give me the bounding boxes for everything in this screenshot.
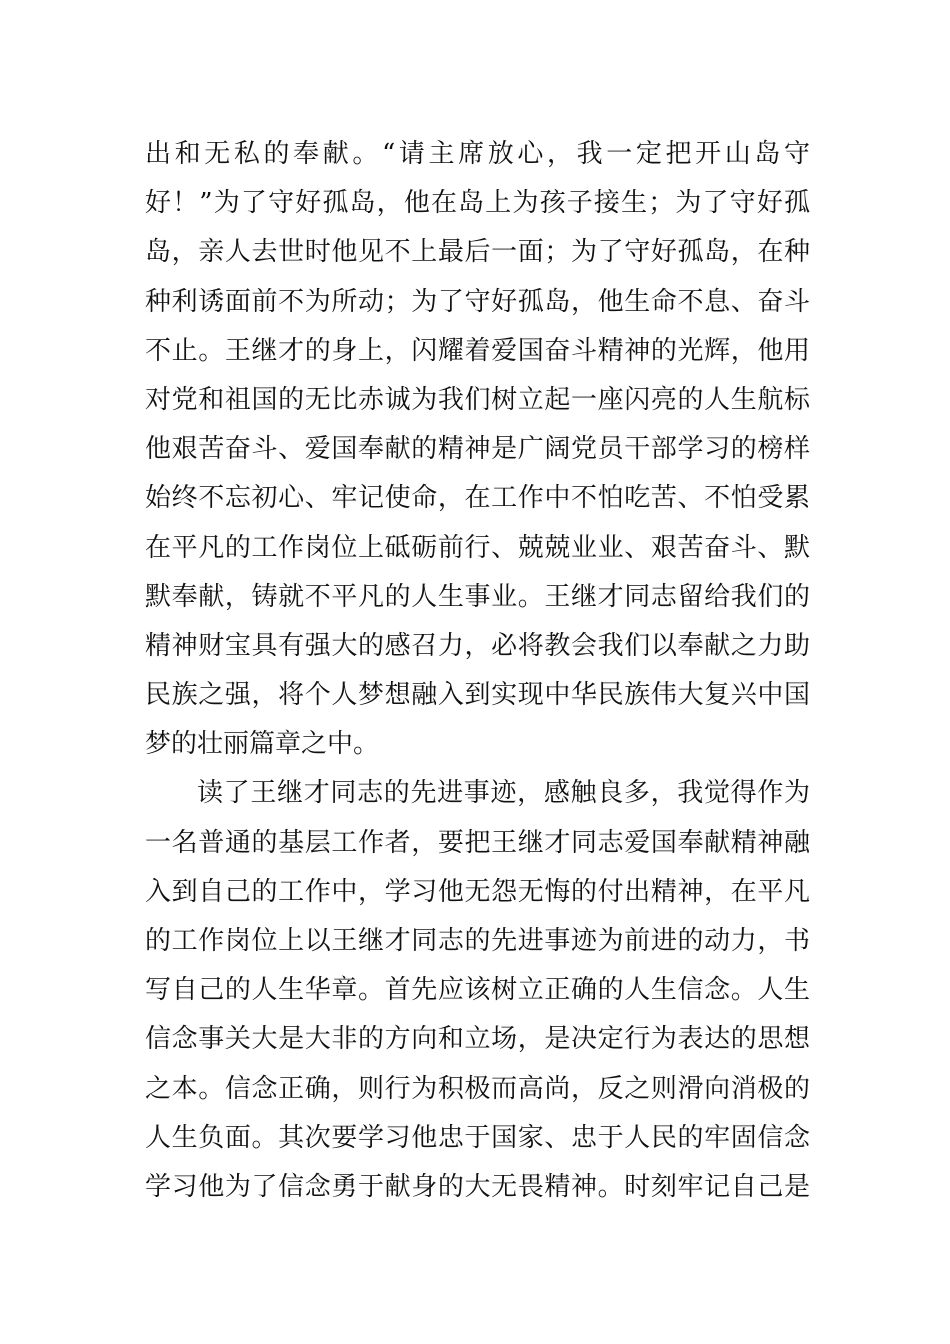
text-line-22: 学习他为了信念勇于献身的大无畏精神。时刻牢记自己是 xyxy=(145,1171,810,1202)
text-line-5: 不止。王继才的身上，闪耀着爱国奋斗精神的光辉，他用 xyxy=(145,335,810,366)
text-line-14: 读了王继才同志的先进事迹，感触良多，我觉得作为 xyxy=(197,778,810,809)
text-line-10: 默奉献，铸就不平凡的人生事业。王继才同志留给我们的 xyxy=(145,581,810,612)
text-line-11: 精神财宝具有强大的感召力，必将教会我们以奉献之力助 xyxy=(145,630,810,661)
text-line-13: 梦的壮丽篇章之中。 xyxy=(145,729,380,760)
text-line-9: 在平凡的工作岗位上砥砺前行、兢兢业业、艰苦奋斗、默 xyxy=(145,532,810,563)
text-line-6: 对党和祖国的无比赤诚为我们树立起一座闪亮的人生航标 xyxy=(145,384,810,415)
text-line-16: 入到自己的工作中，学习他无怨无悔的付出精神，在平凡 xyxy=(145,876,810,907)
text-line-4: 种利诱面前不为所动；为了守好孤岛，他生命不息、奋斗 xyxy=(145,286,810,317)
text-line-3: 岛，亲人去世时他见不上最后一面；为了守好孤岛，在种 xyxy=(145,237,810,268)
text-line-12: 民族之强，将个人梦想融入到实现中华民族伟大复兴中国 xyxy=(145,680,810,711)
text-line-1: 出和无私的奉献。“请主席放心，我一定把开山岛守 xyxy=(145,139,810,169)
text-line-20: 之本。信念正确，则行为积极而高尚，反之则滑向消极的 xyxy=(145,1073,810,1104)
text-line-2: 好！”为了守好孤岛，他在岛上为孩子接生；为了守好孤 xyxy=(145,188,810,219)
text-line-21: 人生负面。其次要学习他忠于国家、忠于人民的牢固信念 xyxy=(145,1122,810,1153)
text-line-19: 信念事关大是大非的方向和立场，是决定行为表达的思想 xyxy=(145,1024,810,1055)
text-line-7: 他艰苦奋斗、爱国奉献的精神是广阔党员干部学习的榜样 xyxy=(145,434,810,465)
body-text xyxy=(145,130,810,1212)
text-line-8: 始终不忘初心、牢记使命，在工作中不怕吃苦、不怕受累 xyxy=(145,483,810,514)
text-line-15: 一名普通的基层工作者，要把王继才同志爱国奉献精神融 xyxy=(145,827,810,858)
text-line-17: 的工作岗位上以王继才同志的先进事迹为前进的动力，书 xyxy=(145,926,810,956)
text-line-18: 写自己的人生华章。首先应该树立正确的人生信念。人生 xyxy=(145,975,810,1006)
